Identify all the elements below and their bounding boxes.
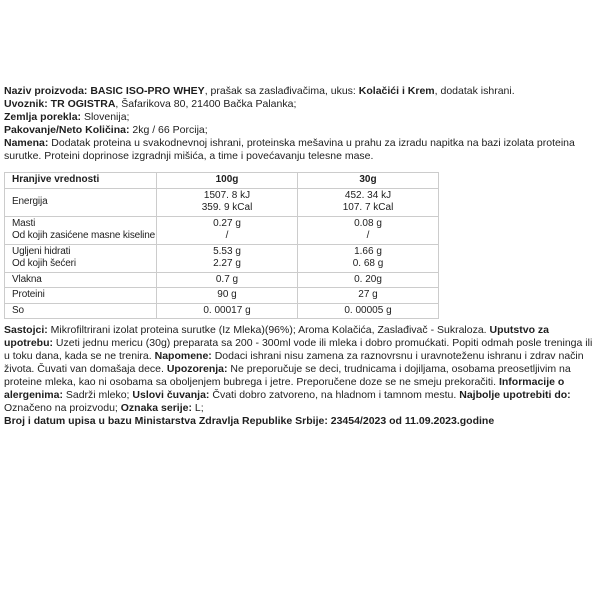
registration-line: Broj i datum upisa u bazu Ministarstva Zdravlja Republike Srbije: 23454/2023 od 11.09.2023.godine bbox=[4, 415, 495, 427]
purpose-text: Dodatak proteina u svakodnevnoj ishrani, proteinska mešavina u prahu za izradu napitka na bazi izolata proteina surutke. Proteini doprinose izgradnji mišića, a time i povećavanju telesne mase. bbox=[4, 137, 575, 162]
nutrient-name-cell: Energija bbox=[5, 188, 157, 216]
nutrient-name-cell: Vlakna bbox=[5, 272, 157, 288]
per-100g-cell: 90 g bbox=[157, 288, 298, 304]
notes-text: Dodaci ishrani nisu zamena za raznovrsnu i uravnoteženu ishranu i zdrav način života. Čuvati van domašaja dece. bbox=[4, 350, 584, 375]
usage-label: Uputstvo za upotrebu: bbox=[4, 324, 550, 349]
product-name-label: Naziv proizvoda: BASIC ISO-PRO WHEY bbox=[4, 85, 205, 97]
table-row-fat bbox=[5, 216, 439, 244]
purpose-label: Namena: bbox=[4, 137, 49, 149]
package-value: 2kg / 66 Porcija; bbox=[129, 124, 208, 136]
per-100g-cell: 0.27 g / bbox=[157, 216, 298, 244]
best-before-label: Najbolje upotrebiti do: bbox=[459, 389, 571, 401]
per-30g-cell: 27 g bbox=[298, 288, 439, 304]
warnings-text: Ne preporučuje se deci, trudnicama i dojiljama, osobama preosetljivim na proteine mleka, kao ni osobama sa oboljenjem bubrega i jetre. Preporučene doze se ne smeju prekoračiti. bbox=[4, 363, 571, 388]
table-row-protein bbox=[5, 288, 439, 304]
importer-address: , Šafarikova 80, 21400 Bačka Palanka; bbox=[115, 98, 297, 110]
warnings-label: Upozorenja: bbox=[166, 363, 228, 375]
per-30g-cell: 452. 34 kJ 107. 7 kCal bbox=[298, 188, 439, 216]
nutrient-name-cell: Proteini bbox=[5, 288, 157, 304]
table-row-carbs bbox=[5, 244, 439, 272]
usage-text: Uzeti jednu mericu (30g) preparata sa 200 - 300ml vode ili mleka i dobro promućkati. Popiti odmah posle treninga ili u toku dana, kada se ne trenira. bbox=[4, 337, 593, 362]
table-row-salt bbox=[5, 303, 439, 319]
per-30g-cell: 0. 00005 g bbox=[298, 303, 439, 319]
table-row-energy bbox=[5, 188, 439, 216]
per-100g-cell: 0.7 g bbox=[157, 272, 298, 288]
nutrient-name-cell: So bbox=[5, 303, 157, 319]
per-30g-cell: 0.08 g / bbox=[298, 216, 439, 244]
nutrient-name-cell: Masti Od kojih zasićene masne kiseline bbox=[5, 216, 157, 244]
storage-text: Čvati dobro zatvoreno, na hladnom i tamnom mestu. bbox=[209, 389, 460, 401]
ingredients-label: Sastojci: bbox=[4, 324, 48, 336]
allergen-text: Sadrži mleko; bbox=[62, 389, 133, 401]
per-100g-cell: 5.53 g 2.27 g bbox=[157, 244, 298, 272]
nutrition-header-100g: 100g bbox=[157, 173, 298, 189]
origin-value: Slovenija; bbox=[81, 111, 130, 123]
storage-label: Uslovi čuvanja: bbox=[132, 389, 210, 401]
package-line bbox=[4, 124, 596, 137]
notes-label: Napomene: bbox=[154, 350, 212, 362]
product-name-mid: , prašak sa zaslađivačima, ukus: bbox=[204, 85, 359, 97]
importer-line bbox=[4, 98, 596, 111]
table-row-fiber bbox=[5, 272, 439, 288]
purpose-line bbox=[4, 137, 596, 163]
per-30g-cell: 0. 20g bbox=[298, 272, 439, 288]
lot-label: Oznaka serije: bbox=[120, 402, 192, 414]
nutrition-header-row bbox=[5, 173, 439, 189]
product-name-line bbox=[4, 85, 596, 98]
per-30g-cell: 1.66 g 0. 68 g bbox=[298, 244, 439, 272]
package-label: Pakovanje/Neto Količina: bbox=[4, 124, 130, 136]
best-before-text: Označeno na proizvodu; bbox=[4, 402, 121, 414]
importer-label: Uvoznik: TR OGISTRA bbox=[4, 98, 116, 110]
product-name-end: , dodatak ishrani. bbox=[434, 85, 515, 97]
ingredients-text: Mikrofiltrirani izolat proteina surutke (Iz Mleka)(96%); Aroma Kolačića, Zaslađivač - Sukraloza. bbox=[47, 324, 490, 336]
product-flavor: Kolačići i Krem bbox=[358, 85, 435, 97]
allergen-label: Informacije o alergenima: bbox=[4, 376, 565, 401]
origin-line bbox=[4, 111, 596, 124]
lot-text: L; bbox=[191, 402, 204, 414]
nutrition-header-30g: 30g bbox=[298, 173, 439, 189]
per-100g-cell: 0. 00017 g bbox=[157, 303, 298, 319]
ingredients-paragraph bbox=[4, 324, 596, 415]
origin-label: Zemlja porekla: bbox=[4, 111, 82, 123]
nutrient-name-cell: Ugljeni hidrati Od kojih šećeri bbox=[5, 244, 157, 272]
nutrition-table bbox=[4, 172, 439, 319]
per-100g-cell: 1507. 8 kJ 359. 9 kCal bbox=[157, 188, 298, 216]
nutrition-header-label: Hranjive vrednosti bbox=[5, 173, 157, 189]
